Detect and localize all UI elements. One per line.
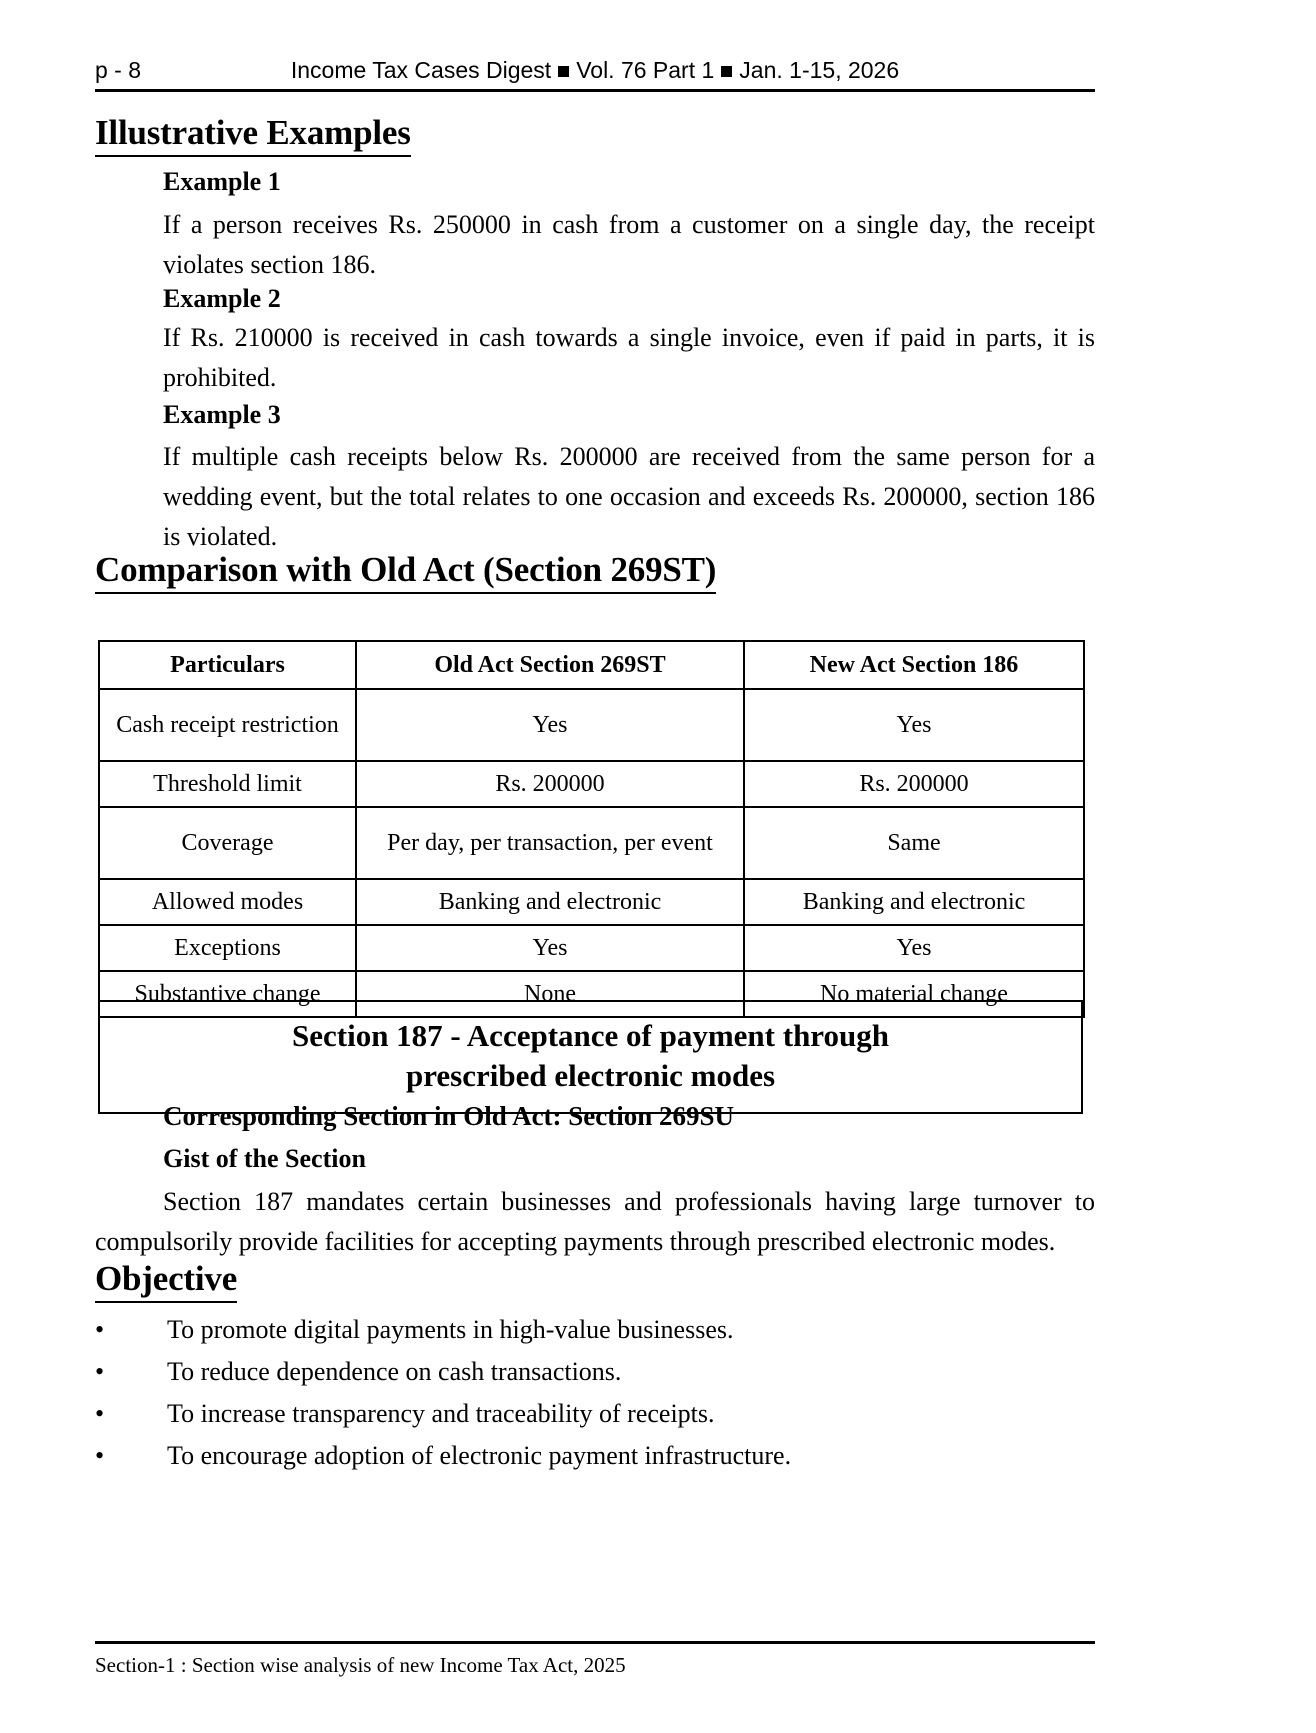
header-title-volume: Vol. 76 Part 1 xyxy=(576,57,715,83)
example-2-label-wrap xyxy=(163,283,1095,315)
bullet-icon: • xyxy=(95,1399,105,1428)
square-bullet-icon xyxy=(558,66,569,77)
gist-heading-wrap xyxy=(163,1143,366,1175)
table-row xyxy=(99,925,1084,971)
square-bullet-icon xyxy=(721,66,732,77)
column-header-particulars: Particulars xyxy=(99,641,356,689)
table-cell-old-act: Banking and electronic xyxy=(356,879,744,925)
table-cell-new-act: No material change xyxy=(744,971,1084,1017)
header-divider xyxy=(95,89,1095,92)
table-cell-new-act: Rs. 200000 xyxy=(744,761,1084,807)
list-item xyxy=(95,1309,1095,1351)
table-row xyxy=(99,879,1084,925)
table-cell-old-act: Yes xyxy=(356,689,744,761)
heading-objective-wrap xyxy=(95,1258,237,1303)
example-3-text: If multiple cash receipts below Rs. 200000 are received from the same person for a wedding event, but the total relates to one occasion and exceeds Rs. 200000, section 186 is violated. xyxy=(163,442,1095,551)
list-item-label: To encourage adoption of electronic payment infrastructure. xyxy=(167,1441,792,1470)
example-1-text: If a person receives Rs. 250000 in cash from a customer on a single day, the receipt violates section 186. xyxy=(163,210,1095,279)
bullet-icon: • xyxy=(95,1441,105,1470)
table-header-row xyxy=(99,641,1084,689)
table-cell-old-act: Rs. 200000 xyxy=(356,761,744,807)
example-2-text: If Rs. 210000 is received in cash towards a single invoice, even if paid in parts, it is prohibited. xyxy=(163,323,1095,392)
table-cell-new-act: Same xyxy=(744,807,1084,879)
footer-note: Section-1 : Section wise analysis of new Income Tax Act, 2025 xyxy=(95,1653,626,1677)
table-cell-new-act: Yes xyxy=(744,689,1084,761)
example-3-label-wrap xyxy=(163,399,1095,431)
table-cell-particular: Substantive change xyxy=(99,971,356,1017)
column-header-new-act: New Act Section 186 xyxy=(744,641,1084,689)
objective-bullet-list xyxy=(95,1309,1095,1477)
table-cell-particular: Exceptions xyxy=(99,925,356,971)
table-cell-old-act: None xyxy=(356,971,744,1017)
section-title-box xyxy=(98,1000,1083,1114)
table-row xyxy=(99,807,1084,879)
heading-objective: Objective xyxy=(95,1258,237,1303)
table-cell-particular: Cash receipt restriction xyxy=(99,689,356,761)
section-title-line-2: prescribed electronic modes xyxy=(405,1058,776,1093)
header-title-publication: Income Tax Cases Digest xyxy=(290,57,552,83)
header-title xyxy=(95,55,1095,85)
comparison-table xyxy=(98,640,1085,1018)
table-cell-old-act: Yes xyxy=(356,925,744,971)
corresponding-section-label: Corresponding Section in Old Act: Section 269SU xyxy=(163,1101,735,1131)
list-item xyxy=(95,1351,1095,1393)
table-cell-particular: Coverage xyxy=(99,807,356,879)
heading-illustrative-examples: Illustrative Examples xyxy=(95,112,411,157)
table-row xyxy=(99,761,1084,807)
heading-comparison-old-act: Comparison with Old Act (Section 269ST) xyxy=(95,549,716,594)
list-item xyxy=(95,1435,1095,1477)
corresponding-section-wrap xyxy=(163,1100,734,1132)
gist-of-section-text: Section 187 mandates certain businesses and professionals having large turnover to compulsorily provide facilities for accepting payments through prescribed electronic modes. xyxy=(95,1187,1095,1256)
header-title-date: Jan. 1-15, 2026 xyxy=(739,57,900,83)
table-cell-old-act: Per day, per transaction, per event xyxy=(356,807,744,879)
footer-divider xyxy=(95,1641,1095,1644)
list-item-label: To promote digital payments in high-value businesses. xyxy=(167,1315,734,1344)
page-folio: p - 8 xyxy=(95,57,142,83)
table-cell-particular: Allowed modes xyxy=(99,879,356,925)
heading-comparison-wrap xyxy=(95,549,716,594)
bullet-icon: • xyxy=(95,1315,105,1344)
example-2-label: Example 2 xyxy=(163,284,281,313)
list-item xyxy=(95,1393,1095,1435)
running-header xyxy=(95,55,1095,89)
gist-of-section-heading: Gist of the Section xyxy=(163,1144,366,1173)
bullet-icon: • xyxy=(95,1357,105,1386)
list-item-label: To reduce dependence on cash transactions. xyxy=(167,1357,622,1386)
table-cell-new-act: Banking and electronic xyxy=(744,879,1084,925)
example-3-label: Example 3 xyxy=(163,400,281,429)
table-cell-new-act: Yes xyxy=(744,925,1084,971)
list-item-label: To increase transparency and traceability of receipts. xyxy=(167,1399,715,1428)
table-cell-particular: Threshold limit xyxy=(99,761,356,807)
example-1-label-wrap xyxy=(163,166,1095,198)
column-header-old-act: Old Act Section 269ST xyxy=(356,641,744,689)
heading-illustrative-examples-wrap xyxy=(95,112,411,157)
example-1-label: Example 1 xyxy=(163,167,281,196)
table-row xyxy=(99,689,1084,761)
section-title-line-1: Section 187 - Acceptance of payment through xyxy=(292,1018,889,1053)
